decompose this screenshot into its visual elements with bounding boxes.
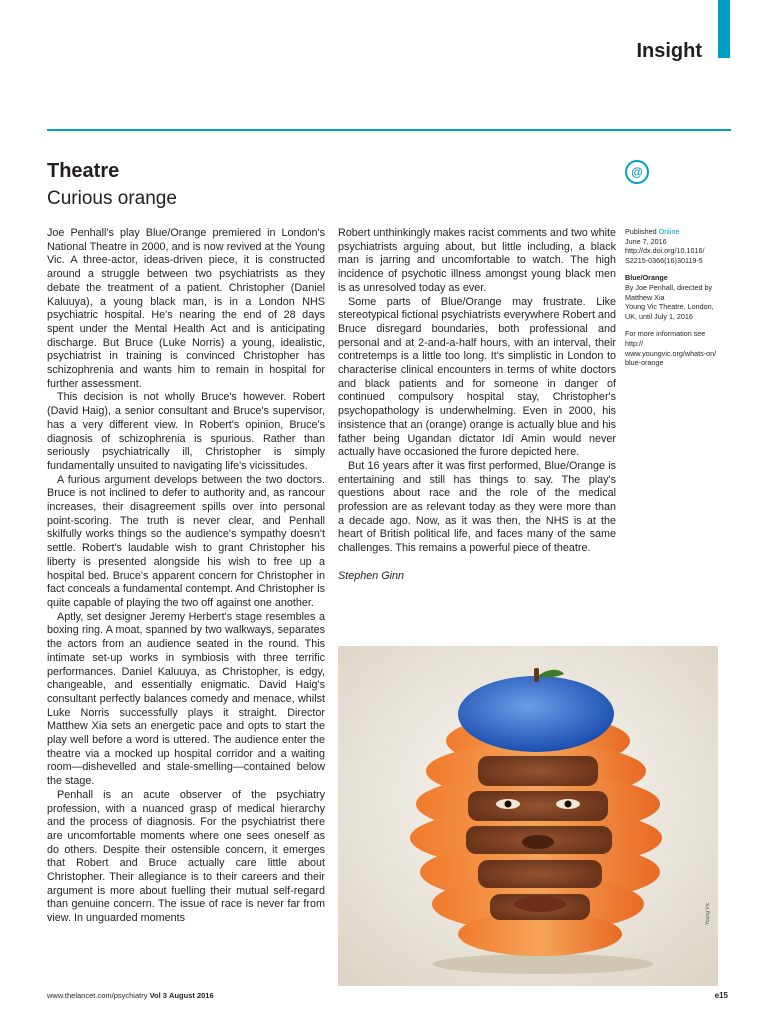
- online-first-icon: @: [625, 160, 649, 184]
- online-link[interactable]: Online: [658, 227, 680, 236]
- section-label: Insight: [636, 40, 702, 62]
- photo-credit: Young Vic: [705, 902, 711, 925]
- article-title: Curious orange: [47, 188, 177, 209]
- play-info: [625, 273, 725, 321]
- published-label: Published: [625, 227, 657, 236]
- blue-orange-illustration: [338, 646, 718, 986]
- paragraph: Penhall is an acute observer of the psychiatry profession, with a nuanced grasp of medical hierarchy and the process of diagnosis. For the psychiatrist there are uncomfortable moments where one sees oneself as do others. Despite their ostensible concern, it emerges that Robert and Bruce actually care little about Christopher. Their allegiance is to their careers and their argument is more about fuelling their mutual self-regard than genuine concern. The issue of race is never far from view. In unguarded moments: [47, 788, 325, 925]
- journal-footer: [47, 991, 214, 1000]
- accent-bar: [718, 0, 730, 58]
- article-column-2: [338, 227, 616, 584]
- journal-volume: Vol 3: [149, 991, 167, 1000]
- article-sidebar: [625, 227, 725, 376]
- paragraph: Aptly, set designer Jeremy Herbert's stage resembles a boxing ring. A moat, spanned by two walkways, separates the actors from an audience seated in the round. This intimate set-up works in symbiosis with three terrific performances. Daniel Kaluuya, as Christopher, is edgy, changeable, and essentially enigmatic. David Haig's consultant perfectly balances comedy and menace, whilst Luke Norris successfully plays it straight. Director Matthew Xia sets an energetic pace and opts to start the play well before a word is uttered. The audience enter the theatre via a mocked up hospital corridor and a waiting room—dishevelled and stale-smelling—contained below the stage.: [47, 610, 325, 788]
- orange-face-icon: [338, 646, 718, 986]
- paragraph: This decision is not wholly Bruce's however. Robert (David Haig), a senior consultant and Bruce's supervisor, has a very different view. In Robert's opinion, Bruce's diagnosis of schizophrenia is spurious. Rather than seriously psychiatrically ill, Christopher is simply fundamentally unsuited to navigating life's vicissitudes.: [47, 391, 325, 472]
- header-rule: [47, 129, 731, 131]
- play-venue: Young Vic Theatre, London, UK, until July 1, 2016: [625, 302, 714, 321]
- article-category: Theatre: [47, 160, 120, 182]
- more-info-link[interactable]: For more information see http:// www.youngvic.org/whats-on/ blue-orange: [625, 329, 717, 368]
- page-number: e15: [714, 991, 728, 1000]
- article-column-1: [47, 227, 325, 926]
- paragraph: But 16 years after it was first performed, Blue/Orange is entertaining and still has things to say. The play's questions about race and the role of the medical profession are as relevant today as they were more than a decade ago. Now, as it was then, the NHS is at the heart of British political life, and faces many of the same challenges. This remains a powerful piece of theatre.: [338, 459, 616, 555]
- author-name: Stephen Ginn: [338, 569, 405, 582]
- paragraph: Some parts of Blue/Orange may frustrate. Like stereotypical fictional psychiatrists everywhere Robert and Bruce disregard boundaries, both professional and personal and at 2-and-a-half hours, with an interval, their contretemps is a little too long. It's simplistic in London to characterise clinical encounters in terms of white doctors and black patients and for someone in danger of continued compulsory hospital stay, Christopher's psychopathology is underwhelming. Even in 2000, his insistence that an (orange) orange is actually blue and his father being Ugandan dictator Idi Amin would never actually have occasioned the furore depicted here.: [338, 295, 616, 459]
- paragraph: Joe Penhall's play Blue/Orange premiered in London's National Theatre in 2000, and is now revived at the Young Vic. A three-actor, ideas-driven piece, it is constructed around a struggle between two psychiatrists as they debate the treatment of a patient. Christopher (Daniel Kaluuya), a young black man, is in a London NHS psychiatric hospital. He's nearing the end of 28 days spent under the Mental Health Act and is anticipating discharge. But Bruce (Luke Norris) a young, idealistic, psychiatrist in training is convinced Christopher has schizophrenia and wants him to remain in hospital for further assessment.: [47, 227, 325, 390]
- journal-date: August 2016: [169, 991, 214, 1000]
- publication-info: [625, 227, 725, 265]
- journal-url[interactable]: www.thelancet.com/psychiatry: [47, 991, 148, 1000]
- publication-date: June 7, 2016: [625, 236, 667, 246]
- play-title: Blue/Orange: [625, 273, 668, 283]
- doi-link[interactable]: http://dx.doi.org/10.1016/ S2215-0366(16)30119-5: [625, 246, 705, 265]
- paragraph: A furious argument develops between the two doctors. Bruce is not inclined to defer to authority and, as rancour increases, their disagreement spills over into personal point-scoring. The truth is never clear, and Penhall skilfully works things so the audience's sympathy doesn't settle. Robert's laudable wish to grant Christopher his liberty is presented alongside his wish to free up a hospital bed. Bruce's apparent concern for Christopher in fact conceals a fundamental contempt. And Christopher is quite capable of playing the two off against one another.: [47, 473, 325, 609]
- play-credit: By Joe Penhall, directed by Matthew Xia: [625, 282, 713, 302]
- paragraph: Robert unthinkingly makes racist comments and two white psychiatrists arguing about, but little including, a black man is jarring and uncomfortable to watch. The high incidence of psychotic illness amongst young black men is as unresolved today as ever.: [338, 227, 616, 294]
